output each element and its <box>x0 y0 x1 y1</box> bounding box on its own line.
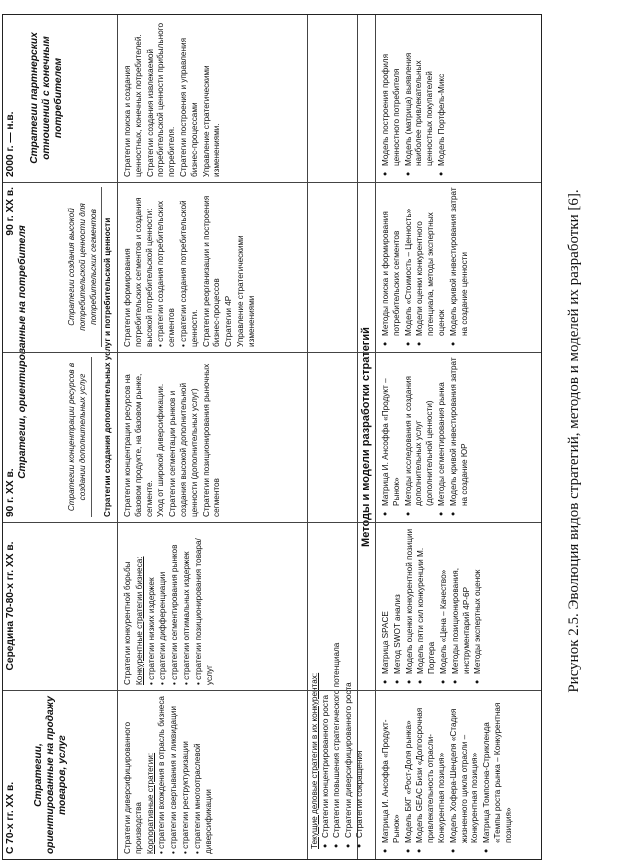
column-4-strategy-list <box>123 187 258 347</box>
strategy-item: • стратегии вхождения в отрасль бизнеса <box>157 696 167 854</box>
column-4-methods <box>379 182 473 352</box>
overall-strategy-item: ● Стратегии сокращения <box>355 519 366 838</box>
column-3-strategy-list <box>123 357 223 517</box>
method-item: ● Модель Портфель-Микс <box>437 19 448 166</box>
strategy-item: Стратегии построения и управления бизнес-процессами <box>178 37 199 177</box>
column-3-period: 90 г. ХХ в. <box>5 468 16 517</box>
column-4-method-list <box>381 187 470 347</box>
strategy-item: Стратегии поиска и создания ценностных, конечных потребителей. <box>123 34 143 177</box>
column-2-method-list <box>381 527 484 685</box>
method-item: ● Модель построения профиля ценностного потребителя <box>381 19 403 166</box>
overall-strategy-item: ● Стратегии концентрированного роста <box>321 519 332 838</box>
method-item: ● Матрица Томпсона-Стрикленда «Темпы роста рынка – Конкурентная позиция» <box>482 696 514 843</box>
column-5-header <box>3 14 117 182</box>
method-item: ● Модель кривой инвестирования затрат на создание ЮР <box>449 357 471 506</box>
method-item: ● Модель БКГ «Рост-Доля рынка» <box>404 696 415 843</box>
column-1-title: Стратегии, ориентированные на продажу товаров, услуг <box>33 696 68 854</box>
column-2-header <box>3 522 117 690</box>
column-1 <box>3 691 541 859</box>
strategy-item: Стратегии 4P <box>224 295 234 347</box>
strategy-item: • стратегии позиционирования товара/услуг <box>193 538 214 685</box>
column-3-method-list <box>381 357 470 517</box>
column-3-strategies <box>121 352 226 522</box>
method-item: ● Модель Хофера-Шенделя «Стадия жизненного цикла отрасли – Конкурентная позиция» <box>449 696 481 843</box>
column-5-strategy-list <box>123 19 223 177</box>
strategy-item: • стратегии создания потребительских сегментов <box>156 200 177 347</box>
method-item: ● Модели оценки конкурентного потенциала, методы экспертных оценок <box>415 187 447 336</box>
column-1-period: С 70-х гг. ХХ в. <box>5 781 16 854</box>
column-1-method-list <box>381 696 515 854</box>
column-1-strategies <box>121 691 217 859</box>
strategy-item: Корпоративные стратегии: <box>145 752 155 854</box>
method-item: ● Матрица И. Ансоффа «Продукт-Рынок» <box>381 696 403 843</box>
column-2 <box>3 523 541 691</box>
column-3-subheader-cell <box>65 352 97 522</box>
method-item: ● Модель «Стоимость – Ценность» <box>404 187 415 336</box>
strategy-item: • стратегии реструктуризации <box>180 741 190 854</box>
evolution-table <box>2 14 542 860</box>
column-1-methods <box>379 691 518 859</box>
strategy-item: Конкурентные стратегии бизнеса: <box>134 556 144 685</box>
column-3-methods <box>379 352 473 522</box>
method-item: ● Методы позиционирования, инструментарий 4P-6P <box>451 527 473 674</box>
strategy-item: Стратегии концентрации ресурсов на базовом продукте, на базовом рынке, сегменте. <box>123 373 154 517</box>
strategy-item: Стратегии позиционирования рыночных сегментов <box>201 363 222 517</box>
strategy-item: • стратегии дифференциации <box>158 571 168 685</box>
column-4 <box>3 183 541 353</box>
strategy-item: • стратегии многоотраслевой диверсификации <box>192 743 213 854</box>
column-1-strategy-list <box>123 696 214 854</box>
strategy-item: Стратегии формирования потребительских сегментов и создания высокой потребительской ценности: <box>123 197 154 347</box>
strategy-item: Управление стратегическими изменениями <box>235 235 256 347</box>
method-item: ● Методы сегментирования рынка <box>437 357 448 506</box>
column-5-method-list <box>381 19 448 177</box>
method-item: ● Методы исследования и создания дополнительных услуг (дополнительной ценности) <box>404 357 436 506</box>
column-3-band: Стратегии создания дополнительных услуг и потребительской ценности <box>103 217 112 517</box>
column-4-period: 90 г. ХХ в. <box>5 187 16 236</box>
strategy-item: • стратегии сегментирования рынков <box>170 544 180 685</box>
method-item: ● Методы экспертных оценок <box>473 527 484 674</box>
strategy-item: Стратегии создания извлекаемой потребительской ценности прибыльного потребителя. <box>145 22 177 177</box>
column-1-header <box>3 691 117 859</box>
strategy-item: Стратегии диверсифицированного производства <box>123 721 143 854</box>
figure-caption: Рисунок 2.5. Эволюция видов стратегий, методов и моделей их разработки [6]. <box>566 189 582 693</box>
column-3-subheader: Стратегии концентрации ресурсов в создании дополнительных услуг <box>67 357 92 517</box>
method-item: ● Методы поиска и формирования потребительских сегментов <box>381 187 403 336</box>
method-item: ● Модель GEAC Бизи «Долгосрочная привлекательность отрасли-Конкурентная позиция» <box>415 696 447 843</box>
methods-band-title: Методы и модели разработки стратегий <box>360 327 372 547</box>
method-item: ● Модель «Цена – Качество» <box>439 527 450 674</box>
column-5-period: 2000 г. — н.в. <box>5 111 16 177</box>
column-4-strategies <box>121 182 261 352</box>
column-4-subheader-cell <box>65 182 107 352</box>
strategy-item: Стратегии сегментации рынков и создания высокой дополнительной ценности (дополнительных услуг) <box>168 382 199 517</box>
strategy-item: Уход от широкой диверсификации. <box>156 383 166 517</box>
column-2-methods <box>379 522 487 690</box>
column-2-strategies <box>121 522 218 690</box>
column-5 <box>3 15 541 183</box>
method-item: ● Матрица SPACE <box>381 527 392 674</box>
overall-strategies-heading: Текущие деловые стратегии в их конкурентах: <box>310 672 319 849</box>
column-5-methods <box>379 14 451 182</box>
column-4-subheader: Стратегии создания высокой потребительской ценности для потребительских сегментов <box>67 187 102 347</box>
strategy-item: • стратегии низких издержек <box>146 577 156 685</box>
method-item: ● Модель (матрица) выявления наиболее привлекательных ценностных покупателей <box>404 19 436 166</box>
strategy-item: • стратегии создания потребительской ценности. <box>178 200 199 347</box>
method-item: ● Метод SWOT анализ <box>393 527 404 674</box>
method-item: ● Модель оценки конкурентной позиции <box>405 527 416 674</box>
strategy-item: • стратегии свертывания и ликвидации <box>169 706 179 854</box>
overall-strategy-item: ● Стратегии повышения стратегического потенциала <box>332 519 343 838</box>
method-item: ● Матрица И. Ансоффа «Продукт – Рынок» <box>381 357 403 506</box>
overall-strategy-item: ● Стратегии диверсифицированного роста <box>344 519 355 838</box>
column-2-period: Середина 70-80-х гг. ХХ в. <box>5 541 16 671</box>
column-3-title: Стратегии, ориентированные на потребителя <box>17 225 28 479</box>
column-5-title: Стратегии партнерских отношений с конечным потребителем <box>29 32 64 164</box>
strategy-item: Стратегии конкурентной борьбы <box>123 561 132 685</box>
method-item: ● Модель кривой инвестирования затрат на создание ценности <box>449 187 471 336</box>
strategy-item: • стратегии оптимальных издержек <box>181 551 191 685</box>
column-5-strategies <box>121 14 226 182</box>
column-4-header <box>3 182 23 352</box>
strategy-item: Стратегии реорганизации и построения бизнес-процессов <box>201 195 222 347</box>
method-item: ● Модель пяти сил конкуренции М. Портера <box>416 527 438 674</box>
column-2-strategy-list <box>123 527 215 685</box>
strategy-item: Управление стратегическими изменениями. <box>201 65 222 177</box>
